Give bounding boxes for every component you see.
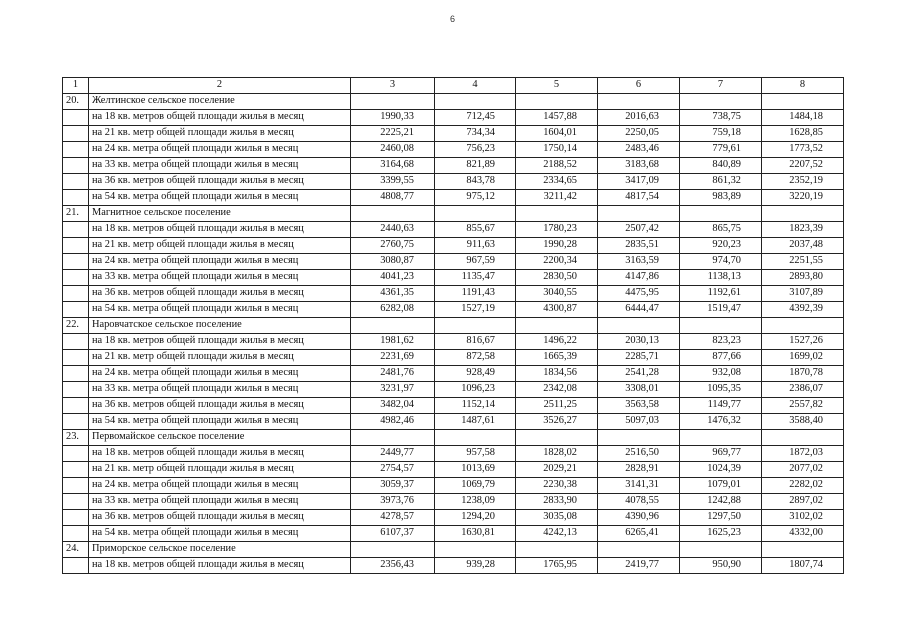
value-cell: 1519,47 [680, 302, 762, 318]
row-label: на 24 кв. метра общей площади жилья в месяц [89, 366, 351, 382]
value-cell: 3183,68 [598, 158, 680, 174]
table-row [63, 478, 844, 494]
value-cell: 3417,09 [598, 174, 680, 190]
row-label: на 36 кв. метров общей площади жилья в месяц [89, 510, 351, 526]
value-cell: 1870,78 [762, 366, 844, 382]
row-label: на 21 кв. метр общей площади жилья в месяц [89, 462, 351, 478]
value-cell: 3563,58 [598, 398, 680, 414]
value-cell: 738,75 [680, 110, 762, 126]
value-cell: 2835,51 [598, 238, 680, 254]
row-label: на 33 кв. метра общей площади жилья в месяц [89, 494, 351, 510]
row-label: на 33 кв. метра общей площади жилья в месяц [89, 270, 351, 286]
table-row [63, 158, 844, 174]
empty-cell [435, 94, 516, 110]
empty-cell [435, 542, 516, 558]
empty-cell [63, 446, 89, 462]
value-cell: 1294,20 [435, 510, 516, 526]
value-cell: 2511,25 [516, 398, 598, 414]
empty-cell [762, 430, 844, 446]
row-label: на 18 кв. метров общей площади жилья в месяц [89, 558, 351, 574]
value-cell: 872,58 [435, 350, 516, 366]
value-cell: 969,77 [680, 446, 762, 462]
value-cell: 3141,31 [598, 478, 680, 494]
empty-cell [63, 382, 89, 398]
value-cell: 911,63 [435, 238, 516, 254]
row-label: на 18 кв. метров общей площади жилья в месяц [89, 446, 351, 462]
table-row [63, 142, 844, 158]
value-cell: 2016,63 [598, 110, 680, 126]
value-cell: 816,67 [435, 334, 516, 350]
empty-cell [762, 318, 844, 334]
value-cell: 1604,01 [516, 126, 598, 142]
value-cell: 1765,95 [516, 558, 598, 574]
value-cell: 1665,39 [516, 350, 598, 366]
value-cell: 2250,05 [598, 126, 680, 142]
table-row [63, 126, 844, 142]
empty-cell [516, 430, 598, 446]
value-cell: 840,89 [680, 158, 762, 174]
table-row [63, 398, 844, 414]
value-cell: 843,78 [435, 174, 516, 190]
value-cell: 4278,57 [351, 510, 435, 526]
table-row [63, 526, 844, 542]
value-cell: 983,89 [680, 190, 762, 206]
value-cell: 2507,42 [598, 222, 680, 238]
value-cell: 1024,39 [680, 462, 762, 478]
value-cell: 1527,26 [762, 334, 844, 350]
empty-cell [516, 206, 598, 222]
value-cell: 4041,23 [351, 270, 435, 286]
table-row [63, 510, 844, 526]
settlement-name: Приморское сельское поселение [89, 542, 351, 558]
empty-cell [63, 414, 89, 430]
value-cell: 5097,03 [598, 414, 680, 430]
value-cell: 1149,77 [680, 398, 762, 414]
value-cell: 4361,35 [351, 286, 435, 302]
value-cell: 932,08 [680, 366, 762, 382]
settlement-row [63, 318, 844, 334]
table-row [63, 174, 844, 190]
row-label: на 54 кв. метра общей площади жилья в месяц [89, 190, 351, 206]
table-row [63, 414, 844, 430]
value-cell: 2225,21 [351, 126, 435, 142]
value-cell: 974,70 [680, 254, 762, 270]
header-cell: 8 [762, 78, 844, 94]
value-cell: 3526,27 [516, 414, 598, 430]
value-cell: 2030,13 [598, 334, 680, 350]
row-label: на 36 кв. метров общей площади жилья в месяц [89, 174, 351, 190]
value-cell: 4982,46 [351, 414, 435, 430]
header-cell: 3 [351, 78, 435, 94]
empty-cell [63, 110, 89, 126]
value-cell: 2893,80 [762, 270, 844, 286]
value-cell: 928,49 [435, 366, 516, 382]
table-row [63, 558, 844, 574]
value-cell: 957,58 [435, 446, 516, 462]
header-cell: 2 [89, 78, 351, 94]
value-cell: 3308,01 [598, 382, 680, 398]
empty-cell [63, 558, 89, 574]
row-label: на 33 кв. метра общей площади жилья в месяц [89, 382, 351, 398]
value-cell: 4300,87 [516, 302, 598, 318]
value-cell: 1625,23 [680, 526, 762, 542]
table-row [63, 110, 844, 126]
empty-cell [516, 318, 598, 334]
empty-cell [351, 318, 435, 334]
empty-cell [351, 430, 435, 446]
empty-cell [435, 206, 516, 222]
value-cell: 2897,02 [762, 494, 844, 510]
table-row [63, 254, 844, 270]
header-cell: 1 [63, 78, 89, 94]
settlement-index: 21. [63, 206, 89, 222]
settlement-name: Желтинское сельское поселение [89, 94, 351, 110]
value-cell: 2077,02 [762, 462, 844, 478]
value-cell: 3102,02 [762, 510, 844, 526]
value-cell: 1096,23 [435, 382, 516, 398]
row-label: на 33 кв. метра общей площади жилья в месяц [89, 158, 351, 174]
empty-cell [762, 542, 844, 558]
empty-cell [598, 430, 680, 446]
value-cell: 2754,57 [351, 462, 435, 478]
header-cell: 4 [435, 78, 516, 94]
empty-cell [63, 270, 89, 286]
table-row [63, 222, 844, 238]
value-cell: 1135,47 [435, 270, 516, 286]
value-cell: 1191,43 [435, 286, 516, 302]
value-cell: 2207,52 [762, 158, 844, 174]
empty-cell [63, 286, 89, 302]
table-row [63, 286, 844, 302]
value-cell: 3588,40 [762, 414, 844, 430]
empty-cell [63, 142, 89, 158]
value-cell: 939,28 [435, 558, 516, 574]
value-cell: 4078,55 [598, 494, 680, 510]
table-row [63, 350, 844, 366]
value-cell: 4817,54 [598, 190, 680, 206]
value-cell: 1069,79 [435, 478, 516, 494]
value-cell: 1527,19 [435, 302, 516, 318]
value-cell: 2833,90 [516, 494, 598, 510]
settlement-name: Магнитное сельское поселение [89, 206, 351, 222]
settlement-row [63, 430, 844, 446]
empty-cell [63, 526, 89, 542]
empty-cell [598, 94, 680, 110]
value-cell: 2334,65 [516, 174, 598, 190]
row-label: на 21 кв. метр общей площади жилья в месяц [89, 238, 351, 254]
empty-cell [680, 318, 762, 334]
row-label: на 24 кв. метра общей площади жилья в месяц [89, 142, 351, 158]
value-cell: 1476,32 [680, 414, 762, 430]
row-label: на 36 кв. метров общей площади жилья в месяц [89, 398, 351, 414]
value-cell: 6444,47 [598, 302, 680, 318]
value-cell: 975,12 [435, 190, 516, 206]
value-cell: 3399,55 [351, 174, 435, 190]
value-cell: 823,23 [680, 334, 762, 350]
settlement-index: 20. [63, 94, 89, 110]
value-cell: 3231,97 [351, 382, 435, 398]
empty-cell [516, 94, 598, 110]
table-row [63, 270, 844, 286]
header-cell: 5 [516, 78, 598, 94]
value-cell: 1628,85 [762, 126, 844, 142]
value-cell: 1828,02 [516, 446, 598, 462]
empty-cell [598, 318, 680, 334]
value-cell: 2029,21 [516, 462, 598, 478]
empty-cell [63, 510, 89, 526]
row-label: на 18 кв. метров общей площади жилья в месяц [89, 110, 351, 126]
empty-cell [762, 206, 844, 222]
row-label: на 54 кв. метра общей площади жилья в месяц [89, 526, 351, 542]
table-row [63, 446, 844, 462]
row-label: на 24 кв. метра общей площади жилья в месяц [89, 254, 351, 270]
value-cell: 712,45 [435, 110, 516, 126]
value-cell: 3035,08 [516, 510, 598, 526]
value-cell: 2449,77 [351, 446, 435, 462]
value-cell: 1981,62 [351, 334, 435, 350]
value-cell: 779,61 [680, 142, 762, 158]
empty-cell [680, 542, 762, 558]
value-cell: 1242,88 [680, 494, 762, 510]
value-cell: 967,59 [435, 254, 516, 270]
value-cell: 3080,87 [351, 254, 435, 270]
value-cell: 2285,71 [598, 350, 680, 366]
row-label: на 54 кв. метра общей площади жилья в месяц [89, 414, 351, 430]
empty-cell [63, 334, 89, 350]
value-cell: 1496,22 [516, 334, 598, 350]
value-cell: 4332,00 [762, 526, 844, 542]
empty-cell [63, 174, 89, 190]
table-row [63, 190, 844, 206]
value-cell: 1750,14 [516, 142, 598, 158]
value-cell: 2557,82 [762, 398, 844, 414]
value-cell: 1990,28 [516, 238, 598, 254]
value-cell: 2483,46 [598, 142, 680, 158]
value-cell: 3059,37 [351, 478, 435, 494]
empty-cell [351, 206, 435, 222]
settlement-index: 22. [63, 318, 89, 334]
row-label: на 24 кв. метра общей площади жилья в месяц [89, 478, 351, 494]
empty-cell [63, 158, 89, 174]
row-label: на 54 кв. метра общей площади жилья в месяц [89, 302, 351, 318]
value-cell: 1990,33 [351, 110, 435, 126]
value-cell: 759,18 [680, 126, 762, 142]
value-cell: 756,23 [435, 142, 516, 158]
value-cell: 4390,96 [598, 510, 680, 526]
empty-cell [680, 430, 762, 446]
header-row [63, 78, 844, 94]
header-cell: 6 [598, 78, 680, 94]
empty-cell [435, 430, 516, 446]
empty-cell [598, 206, 680, 222]
value-cell: 4147,86 [598, 270, 680, 286]
table-body [63, 78, 844, 574]
value-cell: 1192,61 [680, 286, 762, 302]
value-cell: 2440,63 [351, 222, 435, 238]
value-cell: 2481,76 [351, 366, 435, 382]
value-cell: 865,75 [680, 222, 762, 238]
value-cell: 3973,76 [351, 494, 435, 510]
value-cell: 1807,74 [762, 558, 844, 574]
value-cell: 861,32 [680, 174, 762, 190]
value-cell: 2419,77 [598, 558, 680, 574]
empty-cell [516, 542, 598, 558]
value-cell: 1457,88 [516, 110, 598, 126]
value-cell: 2460,08 [351, 142, 435, 158]
table-row [63, 366, 844, 382]
settlement-row [63, 94, 844, 110]
value-cell: 2386,07 [762, 382, 844, 398]
empty-cell [63, 494, 89, 510]
value-cell: 2231,69 [351, 350, 435, 366]
value-cell: 2188,52 [516, 158, 598, 174]
row-label: на 21 кв. метр общей площади жилья в месяц [89, 126, 351, 142]
empty-cell [63, 366, 89, 382]
empty-cell [762, 94, 844, 110]
empty-cell [63, 190, 89, 206]
value-cell: 6265,41 [598, 526, 680, 542]
tariff-table [62, 77, 844, 574]
value-cell: 1238,09 [435, 494, 516, 510]
empty-cell [63, 478, 89, 494]
value-cell: 4808,77 [351, 190, 435, 206]
value-cell: 3220,19 [762, 190, 844, 206]
value-cell: 2037,48 [762, 238, 844, 254]
settlement-row [63, 542, 844, 558]
value-cell: 3107,89 [762, 286, 844, 302]
value-cell: 734,34 [435, 126, 516, 142]
value-cell: 2760,75 [351, 238, 435, 254]
value-cell: 2352,19 [762, 174, 844, 190]
settlement-index: 24. [63, 542, 89, 558]
row-label: на 18 кв. метров общей площади жилья в месяц [89, 222, 351, 238]
empty-cell [598, 542, 680, 558]
value-cell: 950,90 [680, 558, 762, 574]
value-cell: 4475,95 [598, 286, 680, 302]
value-cell: 1834,56 [516, 366, 598, 382]
empty-cell [63, 350, 89, 366]
value-cell: 3211,42 [516, 190, 598, 206]
value-cell: 1823,39 [762, 222, 844, 238]
table-row [63, 238, 844, 254]
value-cell: 1630,81 [435, 526, 516, 542]
value-cell: 1095,35 [680, 382, 762, 398]
table-row [63, 302, 844, 318]
value-cell: 1699,02 [762, 350, 844, 366]
value-cell: 2828,91 [598, 462, 680, 478]
value-cell: 2230,38 [516, 478, 598, 494]
value-cell: 855,67 [435, 222, 516, 238]
value-cell: 877,66 [680, 350, 762, 366]
value-cell: 1297,50 [680, 510, 762, 526]
value-cell: 3482,04 [351, 398, 435, 414]
value-cell: 821,89 [435, 158, 516, 174]
value-cell: 2516,50 [598, 446, 680, 462]
table-row [63, 494, 844, 510]
empty-cell [680, 94, 762, 110]
value-cell: 920,23 [680, 238, 762, 254]
settlement-name: Наровчатское сельское поселение [89, 318, 351, 334]
empty-cell [351, 542, 435, 558]
value-cell: 2282,02 [762, 478, 844, 494]
page-number: 6 [449, 14, 455, 24]
empty-cell [63, 222, 89, 238]
table-row [63, 382, 844, 398]
row-label: на 36 кв. метров общей площади жилья в месяц [89, 286, 351, 302]
settlement-index: 23. [63, 430, 89, 446]
value-cell: 2541,28 [598, 366, 680, 382]
empty-cell [680, 206, 762, 222]
value-cell: 4392,39 [762, 302, 844, 318]
settlement-name: Первомайское сельское поселение [89, 430, 351, 446]
value-cell: 1773,52 [762, 142, 844, 158]
value-cell: 1079,01 [680, 478, 762, 494]
value-cell: 6107,37 [351, 526, 435, 542]
empty-cell [63, 254, 89, 270]
value-cell: 1013,69 [435, 462, 516, 478]
value-cell: 1487,61 [435, 414, 516, 430]
value-cell: 1138,13 [680, 270, 762, 286]
empty-cell [63, 238, 89, 254]
value-cell: 2200,34 [516, 254, 598, 270]
empty-cell [63, 126, 89, 142]
empty-cell [435, 318, 516, 334]
value-cell: 1872,03 [762, 446, 844, 462]
header-cell: 7 [680, 78, 762, 94]
value-cell: 1484,18 [762, 110, 844, 126]
value-cell: 1152,14 [435, 398, 516, 414]
value-cell: 1780,23 [516, 222, 598, 238]
empty-cell [63, 398, 89, 414]
empty-cell [63, 462, 89, 478]
value-cell: 4242,13 [516, 526, 598, 542]
row-label: на 21 кв. метр общей площади жилья в месяц [89, 350, 351, 366]
table-row [63, 462, 844, 478]
table-row [63, 334, 844, 350]
value-cell: 3164,68 [351, 158, 435, 174]
value-cell: 2342,08 [516, 382, 598, 398]
value-cell: 3163,59 [598, 254, 680, 270]
row-label: на 18 кв. метров общей площади жилья в месяц [89, 334, 351, 350]
empty-cell [351, 94, 435, 110]
value-cell: 2830,50 [516, 270, 598, 286]
value-cell: 3040,55 [516, 286, 598, 302]
value-cell: 2251,55 [762, 254, 844, 270]
empty-cell [63, 302, 89, 318]
value-cell: 6282,08 [351, 302, 435, 318]
settlement-row [63, 206, 844, 222]
value-cell: 2356,43 [351, 558, 435, 574]
